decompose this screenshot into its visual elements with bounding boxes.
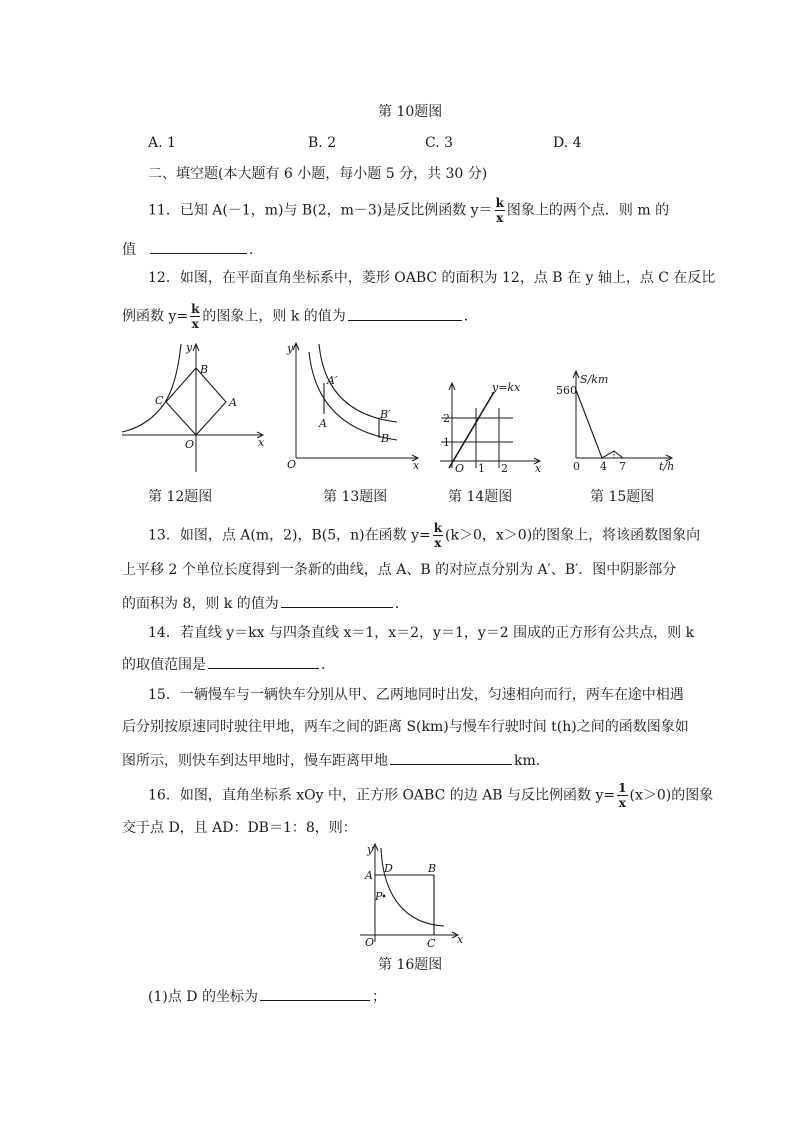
fig15-label-0: 0 (573, 460, 580, 473)
q16-fraction (617, 782, 627, 809)
fig14-line-kx (449, 392, 494, 468)
q13-fraction (433, 522, 443, 549)
figure-15 (553, 368, 678, 474)
fig15-label-4: 4 (600, 460, 607, 473)
caption-fig13: 第 13题图 (323, 489, 388, 505)
fig16-label-y: y (367, 843, 374, 856)
q15-line3 (122, 750, 550, 770)
option-d: D. 4 (553, 135, 582, 151)
q12-text-before: 例函数 y= (122, 308, 189, 325)
fig12-label-b: B (200, 363, 209, 376)
q11-answer-blank (150, 239, 247, 254)
q16-sub1 (148, 986, 386, 1006)
q14-end: ． (321, 657, 335, 673)
figure-13 (283, 338, 425, 473)
caption-fig12: 第 12题图 (148, 489, 213, 505)
fig14-label-x: x (535, 462, 542, 475)
fig12-hyperbola (122, 344, 181, 432)
fig15-label-560: 560 (556, 384, 577, 397)
fig12-label-y: y (186, 341, 193, 354)
fig14-label-x2: 2 (501, 462, 508, 475)
q16-text-after: (x＞0)的图象 (629, 787, 714, 804)
q13-frac-num: k (433, 521, 443, 535)
fig16-label-x: x (457, 933, 464, 946)
fig14-label-x1: 1 (478, 462, 485, 475)
fig15-label-t-unit: t/h (659, 460, 675, 473)
q14-line2 (122, 654, 335, 674)
q12-fraction (190, 303, 200, 330)
q15-line2: 后分别按原速同时驶往甲地，两车之间的距离 S(km)与慢车行驶时间 t(h)之间的函数图象如 (122, 719, 689, 735)
q12-text-after: 的图象上，则 k 的值为 (202, 308, 346, 325)
q12-line2 (122, 303, 478, 330)
q16-frac-den: x (618, 796, 626, 810)
fig16-label-p: P (375, 890, 383, 903)
q11-line2 (122, 239, 263, 259)
q12-frac-num: k (191, 302, 200, 316)
fig12-label-x: x (258, 436, 265, 449)
q15-end: km． (514, 753, 550, 769)
fig16-label-d: D (384, 862, 393, 875)
fig14-label-line: y=kx (492, 381, 521, 394)
fig13-label-b-prime: B′ (380, 408, 391, 421)
q11-line1 (148, 197, 669, 224)
fig14-label-y1: 1 (443, 436, 450, 449)
fig14-label-y2: 2 (443, 412, 450, 425)
option-a: A. 1 (148, 135, 176, 151)
q13-line1 (148, 522, 700, 549)
caption-fig14: 第 14题图 (448, 489, 513, 505)
q11-frac-den: x (496, 211, 504, 225)
q16-line2: 交于点 D，且 AD：DB＝1：8，则： (122, 820, 357, 836)
figure-12 (118, 338, 268, 478)
fig13-label-b: B (381, 432, 390, 445)
fig12-label-c: C (155, 394, 164, 407)
fig16-square-oabc (375, 875, 434, 935)
fig12-label-a: A (229, 396, 237, 409)
fig16-label-o: O (365, 936, 375, 949)
q11-text-before: 11．已知 A(－1，m)与 B(2，m－3)是反比例函数 y＝ (148, 202, 493, 219)
q12-answer-blank (348, 306, 462, 321)
option-c: C. 3 (425, 135, 454, 151)
q11-fraction (495, 197, 505, 224)
q14-answer-blank (208, 654, 319, 669)
fig15-label-7: 7 (619, 460, 626, 473)
q15-line1: 15．一辆慢车与一辆快车分别从甲、乙两地同时出发，匀速相向而行，两车在途中相遇 (148, 687, 684, 703)
fig16-label-a: A (365, 869, 373, 882)
q16-sub1-text: (1)点 D 的坐标为 (148, 989, 258, 1005)
fig13-label-x: x (413, 459, 420, 472)
fig12-label-o: O (185, 438, 195, 451)
q14-line1: 14．若直线 y＝kx 与四条直线 x＝1，x＝2，y＝1，y＝2 围成的正方形有公共点，则 k (148, 625, 695, 641)
q13-frac-den: x (434, 536, 442, 550)
figure-16 (358, 842, 464, 950)
option-b: B. 2 (308, 135, 337, 151)
fig15-label-s-unit: S/km (580, 373, 609, 386)
q12-line1: 12．如图，在平面直角坐标系中，菱形 OABC 的面积为 12，点 B 在 y 轴上，点 C 在反比 (148, 270, 716, 286)
q13-answer-blank (281, 593, 393, 608)
caption-fig16: 第 16题图 (378, 957, 443, 973)
q16-line1 (148, 782, 713, 809)
fig16-label-b: B (428, 862, 437, 875)
q11-frac-num: k (495, 196, 504, 210)
section-title: 二、填空题(本大题有 6 小题，每小题 5 分，共 30 分) (148, 166, 488, 182)
q13-text-before: 13．如图，点 A(m，2)，B(5，n)在函数 y= (148, 527, 431, 544)
q13-end: ． (394, 596, 409, 612)
q16-sub1-end: ； (371, 989, 386, 1005)
q12-frac-den: x (191, 317, 199, 331)
fig13-label-a-prime: A′ (327, 374, 338, 387)
caption-fig15: 第 15题图 (590, 489, 655, 505)
q14-text-range: 的取值范围是 (122, 657, 206, 673)
fig13-label-y: y (287, 342, 294, 355)
fig14-label-o: O (455, 462, 465, 475)
q15-answer-blank (390, 750, 512, 765)
q11-text-after: 图象上的两个点．则 m 的 (506, 202, 670, 219)
q16-text-before: 16．如图，直角坐标系 xOy 中，正方形 OABC 的边 AB 与反比例函数 y= (148, 787, 616, 804)
q13-line2: 上平移 2 个单位长度得到一条新的曲线，点 A、B 的对应点分别为 A′、B′．图中阴影部分 (122, 562, 677, 578)
fig15-distance-graph (576, 390, 623, 458)
caption-fig10: 第 10题图 (378, 104, 443, 120)
q16-frac-num: 1 (618, 781, 627, 795)
q13-line3 (122, 593, 409, 613)
q13-text-after: (k＞0，x＞0)的图象上，将该函数图象向 (445, 527, 701, 544)
q12-end: ． (463, 308, 478, 325)
fig13-label-o: O (287, 458, 297, 471)
q16-sub1-answer-blank (260, 986, 370, 1001)
fig16-label-c: C (427, 937, 436, 950)
figure-14 (436, 380, 544, 475)
q11-text-value: 值 (122, 242, 136, 258)
q15-text-before: 图所示，则快车到达甲地时，慢车距离甲地 (122, 753, 388, 769)
fig16-point-p (383, 895, 386, 898)
q11-end: ． (249, 242, 263, 258)
fig13-label-a: A (319, 417, 327, 430)
q13-text-area: 的面积为 8，则 k 的值为 (122, 596, 279, 612)
